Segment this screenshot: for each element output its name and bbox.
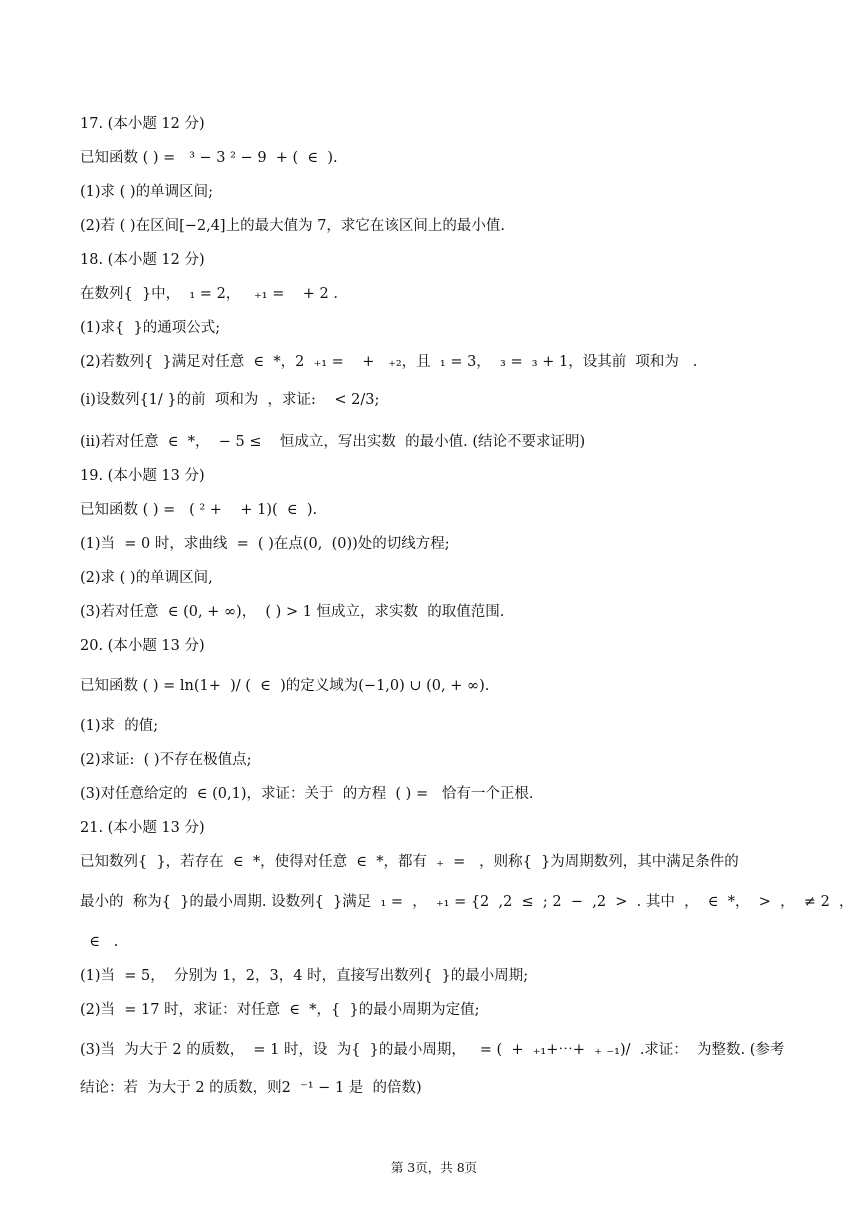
problem-21-part-1: (1)当 = 5， 分别为 1，2，3，4 时，直接写出数列{ }的最小周期; xyxy=(80,968,529,984)
problem-20-heading: 20. (本小题 13 分) xyxy=(80,638,205,654)
problem-21-part-3: (3)当 为大于 2 的质数， = 1 时，设 为{ }的最小周期， = ( + ₊₁+⋯+ ₊ ₋₁)/ .求证： 为整数. (参考 xyxy=(80,1042,785,1058)
problem-17-part-1: (1)求 ( )的单调区间; xyxy=(80,184,213,200)
problem-18-part-2-ii: (ii)若对任意 ∈ *， − 5 ≤ 恒成立，写出实数 的最小值. (结论不要求证明) xyxy=(80,434,586,450)
problem-19-part-3: (3)若对任意 ∈ (0, + ∞)， ( ) > 1 恒成立，求实数 的取值范围. xyxy=(80,604,505,620)
problem-19-heading: 19. (本小题 13 分) xyxy=(80,468,205,484)
problem-20-part-2: (2)求证: ( )不存在极值点; xyxy=(80,752,252,768)
problem-21-stem-line-1: 已知数列{ }，若存在 ∈ *，使得对任意 ∈ *，都有 ₊ = ，则称{ }为周期数列，其中满足条件的 xyxy=(80,854,739,870)
problem-18-part-2-i: (i)设数列{1/ }的前 项和为 ，求证: < 2/3; xyxy=(80,392,380,408)
problem-18-heading: 18. (本小题 12 分) xyxy=(80,252,205,268)
problem-20-stem: 已知函数 ( ) = ln(1+ )/ ( ∈ )的定义域为(−1,0) ∪ (0, + ∞). xyxy=(80,678,490,694)
problem-18-part-2: (2)若数列{ }满足对任意 ∈ *，2 ₊₁ = + ₊₂，且 ₁ = 3， ₃ = ₃ + 1，设其前 项和为 . xyxy=(80,354,698,370)
problem-21-part-3-reference: 结论：若 为大于 2 的质数，则2 ⁻¹ − 1 是 的倍数) xyxy=(80,1080,422,1096)
problem-17-part-2: (2)若 ( )在区间[−2,4]上的最大值为 7，求它在该区间上的最小值. xyxy=(80,218,506,234)
problem-17-stem: 已知函数 ( ) = ³ − 3 ² − 9 + ( ∈ ). xyxy=(80,150,338,166)
problem-21-part-2: (2)当 = 17 时，求证：对任意 ∈ *，{ }的最小周期为定值; xyxy=(80,1002,480,1018)
page-footer: 第 3页，共 8页 xyxy=(390,1160,478,1175)
problem-21-heading: 21. (本小题 13 分) xyxy=(80,820,205,836)
problem-20-part-1: (1)求 的值; xyxy=(80,718,159,734)
problem-17-heading: 17. (本小题 12 分) xyxy=(80,116,205,132)
problem-19-stem: 已知函数 ( ) = ( ² + + 1)( ∈ ). xyxy=(80,502,318,518)
problem-21-stem-line-2: 最小的 称为{ }的最小周期. 设数列{ }满足 ₁ = ， ₊₁ = {2 ,2 ≤ ; 2 − ,2 > . 其中 ， ∈ *， > ， ≠ 2 ， xyxy=(80,894,854,910)
problem-21-stem-line-3: ∈ . xyxy=(80,934,119,950)
problem-18-part-1: (1)求{ }的通项公式; xyxy=(80,320,221,336)
problem-20-part-3: (3)对任意给定的 ∈ (0,1)，求证：关于 的方程 ( ) = 恰有一个正根. xyxy=(80,786,534,802)
problem-19-part-1: (1)当 = 0 时，求曲线 = ( )在点(0, (0))处的切线方程; xyxy=(80,536,450,552)
problem-18-stem: 在数列{ }中， ₁ = 2， ₊₁ = + 2 . xyxy=(80,286,338,302)
problem-19-part-2: (2)求 ( )的单调区间, xyxy=(80,570,213,586)
